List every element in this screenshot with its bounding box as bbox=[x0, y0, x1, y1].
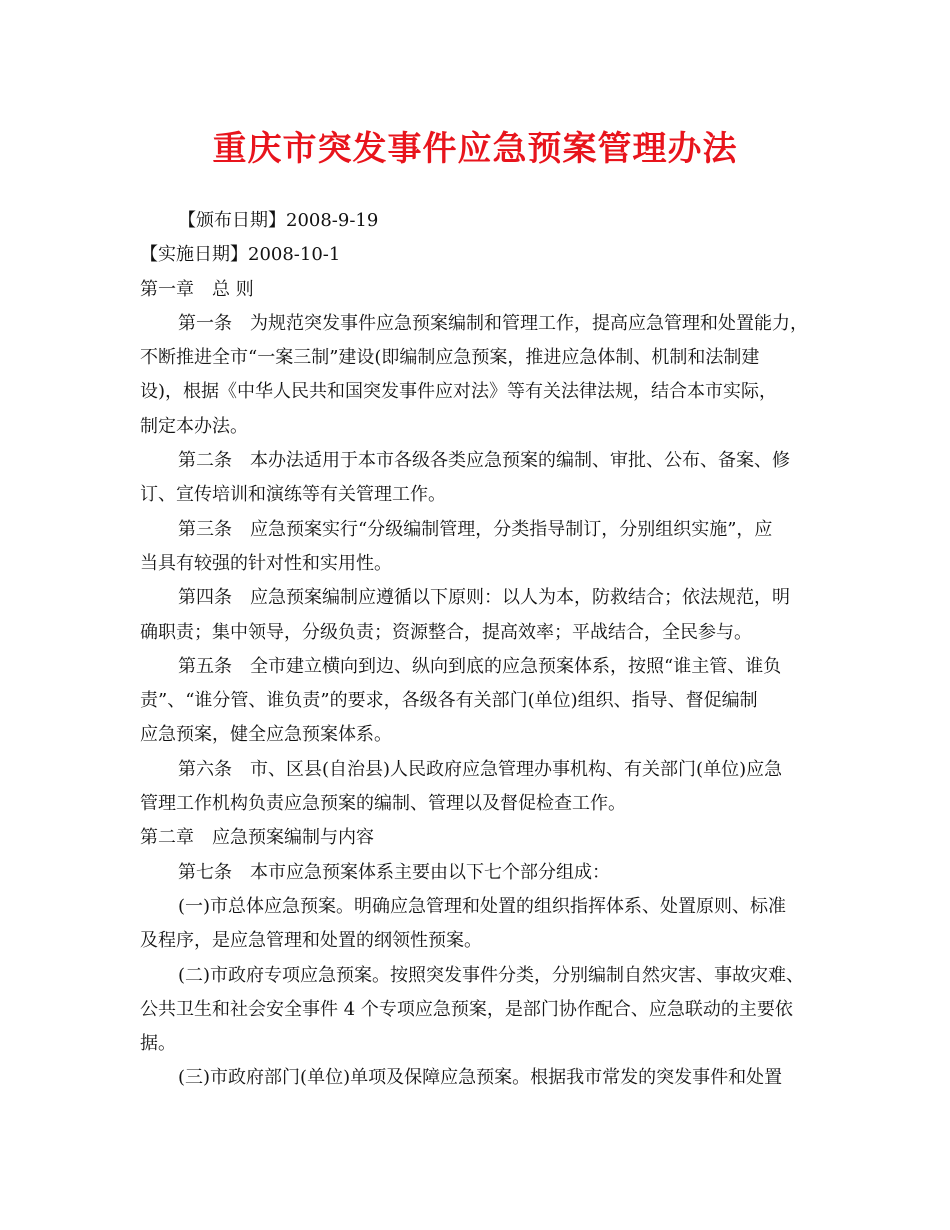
text-line: 第一章 总 则 bbox=[140, 278, 254, 300]
text-line: 订、宣传培训和演练等有关管理工作。 bbox=[140, 484, 446, 506]
text-line: 责”、“谁分管、谁负责”的要求，各级各有关部门(单位)组织、指导、督促编制 bbox=[140, 690, 758, 712]
text-line: 【颁布日期】2008-9-19 bbox=[178, 210, 379, 231]
text-line: 公共卫生和社会安全事件 4 个专项应急预案，是部门协作配合、应急联动的主要依 bbox=[140, 998, 793, 1020]
text-line: 据。 bbox=[140, 1033, 176, 1055]
text-line: (三)市政府部门(单位)单项及保障应急预案。根据我市常发的突发事件和处置 bbox=[178, 1067, 783, 1089]
text-line: 及程序，是应急管理和处置的纲领性预案。 bbox=[140, 930, 482, 952]
text-line: 应急预案，健全应急预案体系。 bbox=[140, 724, 392, 746]
text-line: 第二章 应急预案编制与内容 bbox=[140, 827, 374, 849]
text-line: 第七条 本市应急预案体系主要由以下七个部分组成： bbox=[178, 861, 610, 883]
text-line: 当具有较强的针对性和实用性。 bbox=[140, 552, 392, 574]
text-line: 【实施日期】2008-10-1 bbox=[140, 244, 341, 266]
text-line: 不断推进全市“一案三制”建设(即编制应急预案，推进应急体制、机制和法制建 bbox=[140, 347, 760, 369]
text-line: 第一条 为规范突发事件应急预案编制和管理工作，提高应急管理和处置能力， bbox=[178, 312, 808, 334]
text-line: 第二条 本办法适用于本市各级各类应急预案的编制、审批、公布、备案、修 bbox=[178, 450, 790, 472]
text-line: 管理工作机构负责应急预案的编制、管理以及督促检查工作。 bbox=[140, 793, 626, 815]
text-line: 第六条 市、区县(自治县)人民政府应急管理办事机构、有关部门(单位)应急 bbox=[178, 758, 783, 780]
document-body bbox=[140, 204, 820, 1096]
text-line: 制定本办法。 bbox=[140, 415, 248, 437]
text-line: (一)市总体应急预案。明确应急管理和处置的组织指挥体系、处置原则、标准 bbox=[178, 895, 787, 917]
text-line: 第四条 应急预案编制应遵循以下原则：以人为本，防救结合；依法规范，明 bbox=[178, 587, 790, 609]
document-title: 重庆市突发事件应急预案管理办法 bbox=[212, 129, 738, 169]
text-line: 设)，根据《中华人民共和国突发事件应对法》等有关法律法规，结合本市实际， bbox=[140, 381, 778, 403]
text-line: 第三条 应急预案实行“分级编制管理，分类指导制订，分别组织实施”，应 bbox=[178, 518, 773, 540]
text-line: (二)市政府专项应急预案。按照突发事件分类，分别编制自然灾害、事故灾难、 bbox=[178, 964, 805, 986]
text-line: 第五条 全市建立横向到边、纵向到底的应急预案体系，按照“谁主管、谁负 bbox=[178, 655, 782, 677]
text-line: 确职责；集中领导，分级负责；资源整合，提高效率；平战结合，全民参与。 bbox=[140, 621, 752, 643]
